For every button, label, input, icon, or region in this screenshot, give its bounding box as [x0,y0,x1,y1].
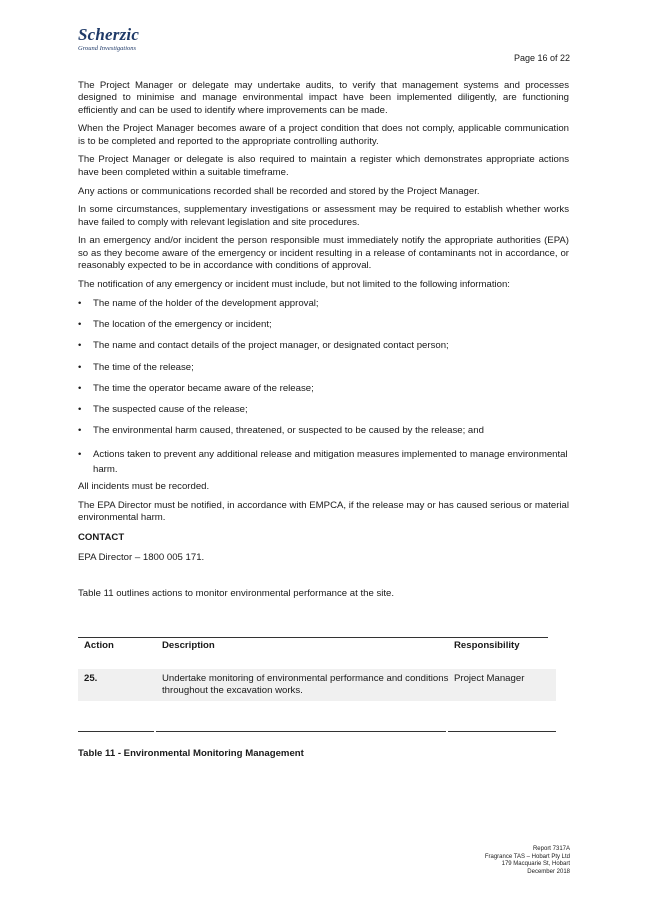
paragraph: When the Project Manager becomes aware of a project condition that does not comply, applicable communication is to be completed and reported to the appropriate controlling authority. [78,123,569,147]
list-item-text: The location of the emergency or incident; [93,318,272,330]
report-footer [485,846,570,877]
bullet: • [78,340,82,352]
list-item [78,362,569,374]
bullet: • [78,297,82,309]
footer-line: December 2018 [527,869,570,876]
paragraph: The notification of any emergency or incident must include, but not limited to the following information: [78,278,510,290]
table-intro: Table 11 outlines actions to monitor environmental performance at the site. [78,587,395,599]
bullet: • [78,404,82,416]
col-header-description: Description [162,640,215,651]
list-item [78,447,569,477]
list-item-text: Actions taken to prevent any additional release and mitigation measures implemented to manage environmental harm. [93,448,568,475]
list-item-text: The name of the holder of the development approval; [93,297,319,309]
notification-list [78,298,569,477]
table-bottom-rule [448,731,556,732]
list-item-text: The time the operator became aware of the release; [93,382,314,394]
list-item [78,383,569,395]
footer-line: Report 7317A [532,846,570,852]
footer-line: Fragrance TAS – Hobart Pty Ltd [484,853,570,860]
table-bottom-rule [156,731,446,732]
contact-heading: CONTACT [78,532,125,544]
paragraph: The EPA Director must be notified, in accordance with EMPCA, if the release may or has caused serious or material environmental harm. [78,499,569,523]
document-body [78,80,569,607]
col-header-action: Action [84,640,114,651]
table-caption: Table 11 - Environmental Monitoring Management [78,748,304,759]
bullet: • [78,318,82,330]
paragraph: The Project Manager or delegate may undertake audits, to verify that management systems and processes designed to minimise and manage environmental impact have been implemented diligently, are functioning efficiently and can be used to identify where improvements can be made. [78,80,569,116]
bullet: • [78,361,82,373]
paragraph: The Project Manager or delegate is also required to maintain a register which demonstrates appropriate actions have been completed within a suitable timeframe. [78,154,569,178]
table-bottom-rule [78,731,154,732]
logo-name: Scherzic [78,25,140,44]
cell-description: Undertake monitoring of environmental performance and conditions throughout the excavation works. [162,673,449,697]
contact-line: EPA Director – 1800 005 171. [78,552,205,564]
list-item [78,340,569,352]
list-item [78,298,569,310]
company-logo [78,26,139,53]
list-item-text: The name and contact details of the project manager, or designated contact person; [93,340,449,352]
paragraph: In an emergency and/or incident the person responsible must immediately notify the appropriate authorities (EPA) so as they become aware of the emergency or incident resulting in a release of contaminants not in accordance, or reasonably expected to be in accordance with conditions of approval. [78,235,569,272]
paragraph: Any actions or communications recorded shall be recorded and stored by the Project Manager. [78,185,480,197]
paragraph: All incidents must be recorded. [78,480,210,492]
list-item-text: The suspected cause of the release; [93,404,248,416]
cell-action: 25. [84,673,98,684]
bullet: • [78,448,82,460]
list-item [78,319,569,331]
footer-line: 179 Macquarie St, Hobart [501,861,570,868]
logo-tagline: Ground Investigations [78,45,137,52]
page-number: Page 16 of 22 [513,53,570,63]
col-header-responsibility: Responsibility [454,640,520,651]
bullet: • [78,382,82,394]
list-item [78,404,569,416]
bullet: • [78,425,82,437]
paragraph: In some circumstances, supplementary investigations or assessment may be required to establish whether works have failed to comply with relevant legislation and site procedures. [78,204,569,228]
list-item [78,425,569,437]
list-item-text: The time of the release; [93,361,194,373]
list-item-text: The environmental harm caused, threatened, or suspected to be caused by the release; and [93,425,484,437]
cell-responsibility: Project Manager [454,673,525,684]
table-top-rule [78,637,548,638]
